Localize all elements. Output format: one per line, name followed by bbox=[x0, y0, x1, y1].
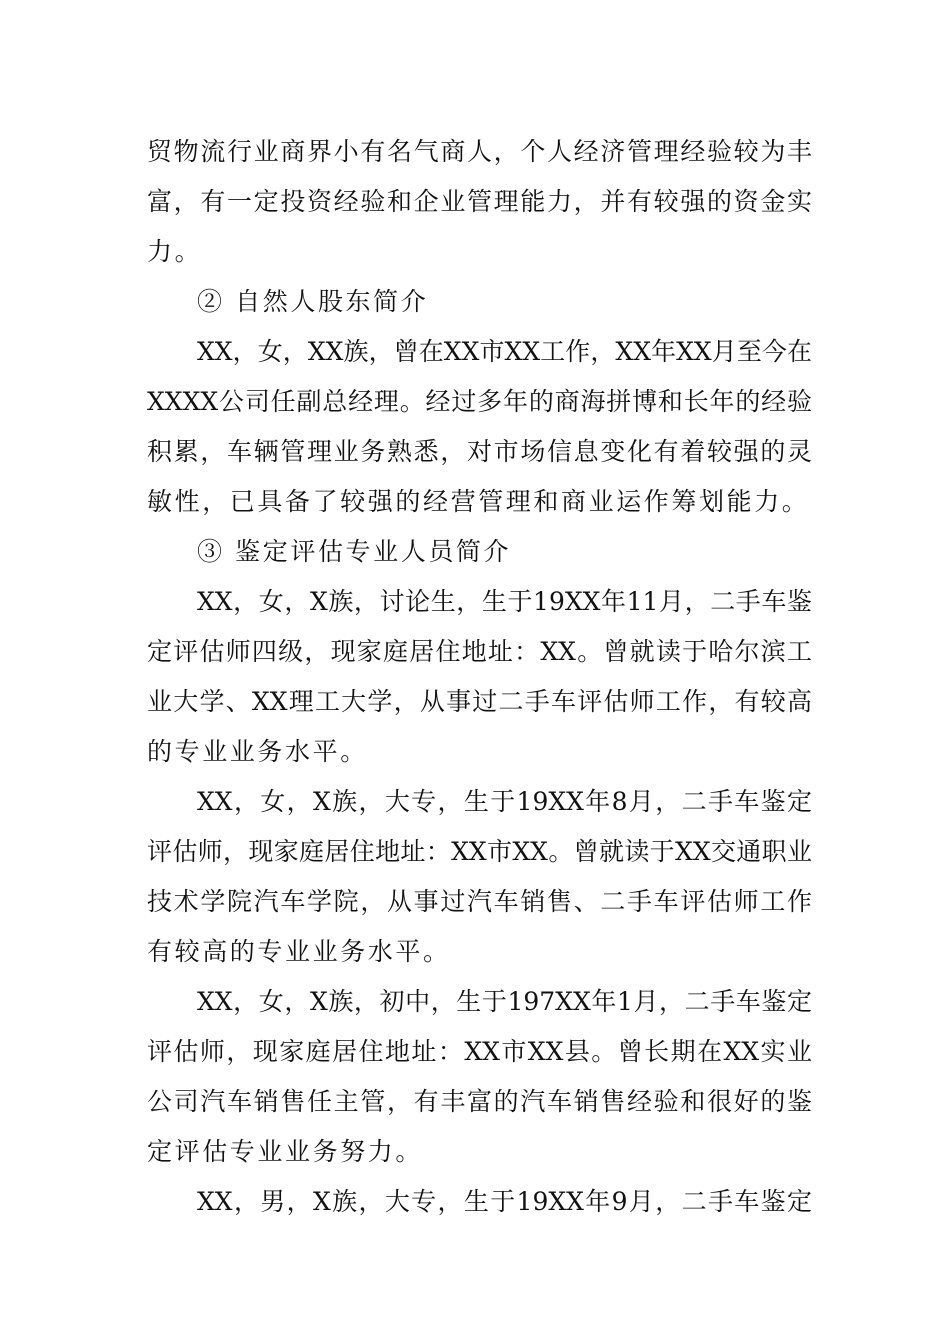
paragraph-first-line: XX，女，XX族，曾在XX市XX工作，XX年XX月至今在 bbox=[197, 337, 812, 366]
text-line: 公司汽车销售任主管，有丰富的汽车销售经验和很好的鉴 bbox=[147, 1087, 812, 1116]
text-line: 的专业业务水平。 bbox=[147, 737, 368, 766]
paragraph-first-line: XX，女，X族，讨论生，生于19XX年11月，二手车鉴 bbox=[197, 587, 812, 616]
section-heading: ③ 鉴定评估专业人员简介 bbox=[197, 537, 512, 566]
text-line: 积累，车辆管理业务熟悉，对市场信息变化有着较强的灵 bbox=[147, 437, 812, 466]
text-line: 技术学院汽车学院，从事过汽车销售、二手车评估师工作 bbox=[147, 887, 812, 916]
text-line: 力。 bbox=[147, 237, 203, 266]
text-line: 评估师，现家庭居住地址：XX市XX。曾就读于XX交通职业 bbox=[147, 837, 812, 866]
text-line: 贸物流行业商界小有名气商人，个人经济管理经验较为丰 bbox=[147, 137, 812, 166]
paragraph-first-line: XX，女，X族，大专，生于19XX年8月，二手车鉴定 bbox=[197, 787, 812, 816]
text-line: XXXX公司任副总经理。经过多年的商海拼博和长年的经验 bbox=[147, 387, 812, 416]
text-line: 有较高的专业业务水平。 bbox=[147, 937, 451, 966]
paragraph-first-line: XX，女，X族，初中，生于197XX年1月，二手车鉴定 bbox=[197, 987, 812, 1016]
text-line: 业大学、XX理工大学，从事过二手车评估师工作，有较高 bbox=[147, 687, 812, 716]
text-line: 评估师，现家庭居住地址：XX市XX县。曾长期在XX实业 bbox=[147, 1037, 812, 1066]
text-line: 定评估师四级，现家庭居住地址：XX。曾就读于哈尔滨工 bbox=[147, 637, 812, 666]
text-line: 敏性，已具备了较强的经营管理和商业运作筹划能力。 bbox=[147, 487, 810, 516]
paragraph-first-line: XX，男，X族，大专，生于19XX年9月，二手车鉴定 bbox=[197, 1187, 812, 1216]
text-line: 定评估专业业务努力。 bbox=[147, 1137, 424, 1166]
text-line: 富，有一定投资经验和企业管理能力，并有较强的资金实 bbox=[147, 187, 812, 216]
section-heading: ② 自然人股东简介 bbox=[197, 287, 429, 316]
